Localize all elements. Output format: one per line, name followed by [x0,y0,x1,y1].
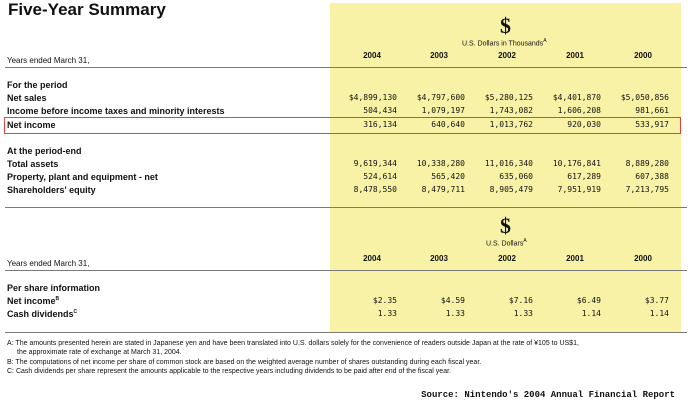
currency-label-top: U.S. Dollars in Thousands$^A$ [462,38,547,48]
currency-symbol-top: $ [500,13,511,38]
year-header: 2002 [498,51,516,60]
section-heading: Per share information [7,283,101,293]
currency-label-bottom: U.S. Dollars$^A$ [486,238,527,248]
year-header: 2000 [634,51,652,60]
table-row-highlighted: Net income 316,134 640,640 1,013,762 920,030 533,917 [7,120,669,130]
table-row: Property, plant and equipment - net 524,614 565,420 635,060 617,289 607,388 [7,172,669,182]
divider [5,207,687,208]
table-row: Income before income taxes and minority interests 504,434 1,079,197 1,743,082 1,606,208 981,661 [7,106,669,116]
divider [5,332,687,333]
currency-symbol-bottom: $ [500,213,511,238]
section-heading: At the period-end [7,146,82,156]
year-header: 2002 [498,254,516,263]
year-header: 2000 [634,254,652,263]
section-heading: For the period [7,80,68,90]
divider [5,270,687,271]
years-label-bottom: Years ended March 31, [7,259,90,268]
footnote-a: A: The amounts presented herein are stated in Japanese yen and have been translated into U.S. dollars solely for the convenience of readers outside Japan at the rate of ¥105 to US$1, [7,340,579,347]
year-header: 2001 [566,254,584,263]
footnote-c: C: Cash dividends per share represent the amounts applicable to the respective years including dividends to be paid after end of the fiscal year. [7,368,451,375]
year-header: 2004 [363,254,381,263]
footnote-b: B: The computations of net income per share of common stock are based on the weighted average number of shares outstanding during each fiscal year. [7,359,482,366]
divider [5,67,687,68]
source-caption: Source: Nintendo's 2004 Annual Financial Report [421,390,675,400]
page-title: Five-Year Summary [8,0,166,19]
year-header: 2003 [430,254,448,263]
footnote-a-cont: the approximate rate of exchange at March 31, 2004. [17,349,182,356]
table-row: Net income$^B$ $2.35 $4.59 $7.16 $6.49 $3.77 [7,296,669,306]
table-row: Net sales $4,899,130 $4,797,600 $5,280,125 $4,401,870 $5,050,856 [7,93,669,103]
table-row: Total assets 9,619,344 10,338,280 11,016,340 10,176,841 8,889,280 [7,159,669,169]
year-header: 2004 [363,51,381,60]
year-header: 2003 [430,51,448,60]
table-row: Cash dividends$^C$ 1.33 1.33 1.33 1.14 1.14 [7,309,669,319]
table-row: Shareholders' equity 8,478,550 8,479,711 8,905,479 7,951,919 7,213,795 [7,185,669,195]
year-header: 2001 [566,51,584,60]
years-label-top: Years ended March 31, [7,56,90,65]
